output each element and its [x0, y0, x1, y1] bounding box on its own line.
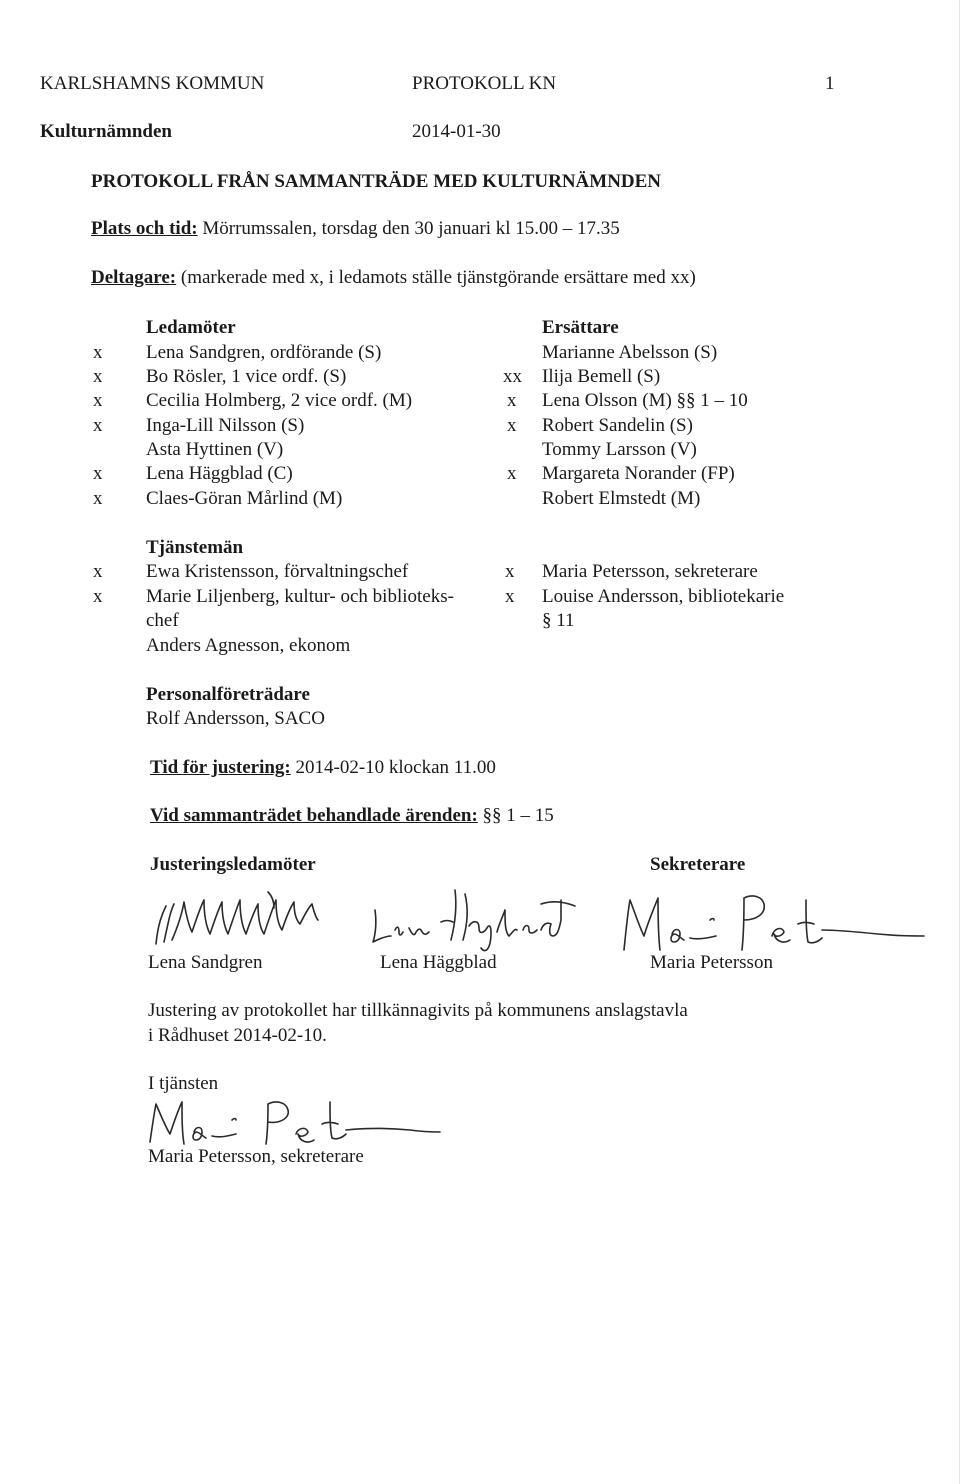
- attendance-mark: x: [505, 561, 515, 582]
- notice-line-1: Justering av protokollet har tillkännagivits på kommunens anslagstavla: [148, 1000, 688, 1021]
- adjust-time-value: 2014-02-10 klockan 11.00: [295, 757, 496, 778]
- signature-maria-petersson: [618, 880, 928, 960]
- substitutes-heading: Ersättare: [542, 317, 619, 338]
- official-entry: Ewa Kristensson, förvaltningschef: [146, 561, 409, 582]
- adjusters-heading: Justeringsledamöter: [150, 854, 316, 875]
- attendance-mark: x: [93, 390, 103, 411]
- attendance-mark: x: [507, 463, 517, 484]
- in-service-name: Maria Petersson, sekreterare: [148, 1146, 364, 1167]
- place-line: [91, 219, 620, 238]
- official-entry: Maria Petersson, sekreterare: [542, 561, 758, 582]
- member-name: Cecilia Holmberg, 2 vice ordf. (M): [146, 390, 413, 411]
- items-value: §§ 1 – 15: [482, 805, 554, 826]
- page-number: 1: [825, 73, 835, 94]
- attendance-mark: x: [93, 366, 103, 387]
- member-name: Claes-Göran Mårlind (M): [146, 488, 343, 509]
- attendance-mark: x: [93, 463, 103, 484]
- attendance-mark: x: [93, 342, 103, 363]
- participants-line: [91, 268, 696, 287]
- substitute-name: Margareta Norander (FP): [542, 463, 735, 484]
- committee-name: Kulturnämnden: [40, 121, 172, 142]
- staff-rep-heading: Personalföreträdare: [146, 684, 310, 705]
- official-entry: Marie Liljenberg, kultur- och biblioteks-: [146, 586, 454, 607]
- secretary-heading: Sekreterare: [650, 854, 746, 875]
- substitute-name: Robert Sandelin (S): [542, 415, 693, 436]
- organization-name: KARLSHAMNS KOMMUN: [40, 73, 265, 94]
- items-line: [150, 806, 554, 825]
- signature-in-service: [144, 1090, 444, 1150]
- document-type: PROTOKOLL KN: [412, 73, 557, 94]
- attendance-mark: xx: [503, 366, 522, 387]
- attendance-mark: x: [505, 586, 515, 607]
- signature-lena-haggblad: [365, 880, 595, 960]
- member-name: Asta Hyttinen (V): [146, 439, 284, 460]
- substitute-name: Lena Olsson (M) §§ 1 – 10: [542, 390, 748, 411]
- signer-name: Lena Häggblad: [380, 952, 497, 973]
- participants-note: (markerade med x, i ledamots ställe tjänstgörande ersättare med xx): [180, 267, 696, 288]
- adjust-time-label: Tid för justering:: [150, 757, 291, 778]
- officials-heading: Tjänstemän: [146, 537, 244, 558]
- staff-rep-name: Rolf Andersson, SACO: [146, 708, 325, 729]
- participants-label: Deltagare:: [91, 267, 177, 288]
- substitute-name: Marianne Abelsson (S): [542, 342, 718, 363]
- attendance-mark: x: [93, 586, 103, 607]
- member-name: Lena Häggblad (C): [146, 463, 293, 484]
- substitute-name: Robert Elmstedt (M): [542, 488, 701, 509]
- attendance-mark: x: [93, 561, 103, 582]
- member-name: Bo Rösler, 1 vice ordf. (S): [146, 366, 347, 387]
- substitute-name: Ilija Bemell (S): [542, 366, 661, 387]
- signer-name: Lena Sandgren: [148, 952, 263, 973]
- members-heading: Ledamöter: [146, 317, 236, 338]
- substitute-name: Tommy Larsson (V): [542, 439, 697, 460]
- place-value: Mörrumssalen, torsdag den 30 januari kl 15.00 – 17.35: [202, 218, 620, 239]
- document-title: PROTOKOLL FRÅN SAMMANTRÄDE MED KULTURNÄMNDEN: [91, 171, 662, 192]
- attendance-mark: x: [93, 488, 103, 509]
- official-entry: § 11: [542, 610, 575, 631]
- attendance-mark: x: [507, 415, 517, 436]
- official-entry: Anders Agnesson, ekonom: [146, 635, 351, 656]
- in-service-label: I tjänsten: [148, 1073, 219, 1094]
- signature-lena-sandgren: [148, 884, 338, 954]
- signer-name: Maria Petersson: [650, 952, 773, 973]
- adjust-time-line: [150, 758, 496, 777]
- notice-line-2: i Rådhuset 2014-02-10.: [148, 1025, 327, 1046]
- attendance-mark: x: [507, 390, 517, 411]
- place-label: Plats och tid:: [91, 218, 198, 239]
- member-name: Inga-Lill Nilsson (S): [146, 415, 305, 436]
- meeting-date: 2014-01-30: [412, 121, 501, 142]
- member-name: Lena Sandgren, ordförande (S): [146, 342, 382, 363]
- official-entry: chef: [146, 610, 179, 631]
- attendance-mark: x: [93, 415, 103, 436]
- official-entry: Louise Andersson, bibliotekarie: [542, 586, 785, 607]
- items-label: Vid sammanträdet behandlade ärenden:: [150, 805, 478, 826]
